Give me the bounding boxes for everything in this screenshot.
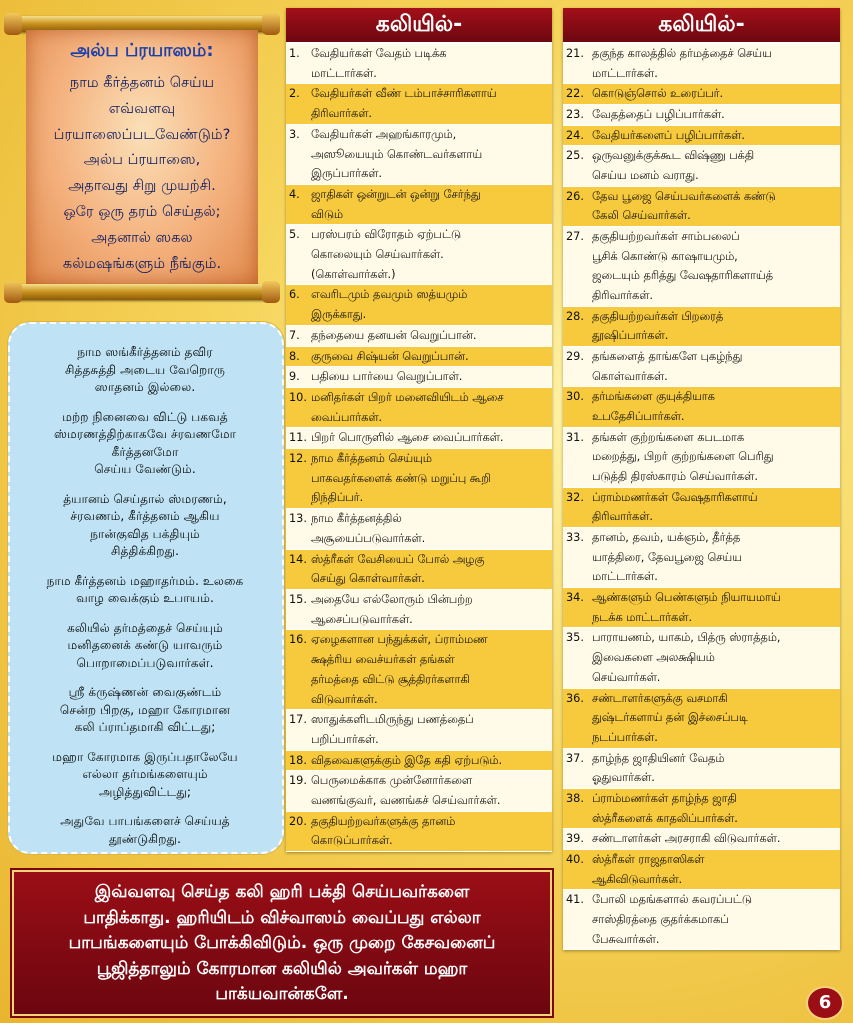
list-item	[286, 225, 552, 285]
item-number: 16.	[289, 633, 307, 647]
list-item	[286, 550, 552, 590]
item-number: 11.	[289, 431, 307, 445]
scroll-paper	[26, 30, 258, 284]
item-line: ஜடையும் தரித்து வேஷதாரிகளாய்த்	[592, 269, 773, 283]
item-number: 31.	[566, 430, 584, 444]
item-text	[311, 367, 552, 387]
list-item	[563, 387, 840, 427]
item-text	[311, 185, 552, 224]
list-item	[286, 44, 552, 84]
info-line: வாழ வைக்கும் உபாயம்.	[76, 591, 214, 605]
item-line: தங்கள் குற்றங்களை கபடமாக	[592, 430, 745, 444]
list-item	[286, 771, 552, 811]
item-line: தகுந்த காலத்தில் தர்மத்தைச் செய்ய	[592, 47, 772, 60]
info-paragraph	[16, 573, 274, 608]
list-item	[286, 367, 552, 388]
item-line: ப்ராம்மணர்கள் தாழ்ந்த ஜாதி	[592, 791, 737, 805]
item-line: ஆண்களும் பெண்களும் நியாயமாய்	[592, 591, 781, 605]
list-item	[563, 588, 840, 628]
list-column-2	[563, 8, 840, 950]
item-text	[311, 125, 552, 184]
list-item	[286, 449, 552, 509]
info-line: நாம கீர்த்தனம் மஹாதர்மம். உலகை	[46, 573, 244, 588]
item-text	[311, 812, 552, 851]
item-line: க்ஷத்ரிய வைச்யர்கள் தங்கள்	[311, 653, 455, 667]
item-number: 8.	[289, 349, 300, 363]
page-number: 6	[806, 986, 844, 1020]
item-line: கொள்வார்கள்.	[592, 369, 668, 383]
column-heading: கலியில்-	[563, 8, 840, 44]
list-item	[563, 307, 840, 347]
item-text	[311, 751, 552, 771]
list-item	[563, 146, 840, 186]
item-number: 1.	[289, 47, 300, 60]
item-line: தூஷிப்பார்கள்.	[592, 329, 669, 343]
item-text	[592, 227, 840, 306]
item-line: அதையே எல்லோரும் பின்பற்ற	[311, 592, 473, 606]
scroll-title: அல்ப ப்ரயாஸம்:	[70, 40, 214, 61]
item-line: நிந்திப்பர்.	[311, 491, 364, 505]
scroll-body	[30, 70, 254, 276]
item-number: 30.	[566, 390, 584, 404]
item-line: பதியை பார்யை வெறுப்பாள்.	[311, 370, 463, 384]
list-item	[286, 590, 552, 630]
list-item	[286, 388, 552, 428]
list-item	[563, 850, 840, 890]
list-item	[563, 890, 840, 950]
info-line: சென்ற பிறகு, மஹா கோரமான	[59, 702, 231, 717]
item-number: 33.	[566, 531, 584, 545]
list-item	[563, 227, 840, 307]
conclusion-banner	[12, 870, 552, 1016]
paragraph-gap	[16, 397, 274, 409]
item-line: தந்தையை தனயன் வெறுப்பான்.	[311, 328, 477, 342]
banner-line: பூஜித்தாலும் கோரமான கலியில் அவர்கள் மஹா	[96, 958, 468, 979]
paragraph-gap	[16, 801, 274, 813]
item-line: நாம கீர்த்தனத்தில்	[311, 512, 402, 526]
item-line: வேதியர்களைப் பழிப்பார்கள்.	[592, 128, 745, 142]
paragraph-gap	[16, 608, 274, 620]
item-number: 15.	[289, 592, 307, 606]
info-line: கீர்த்தனமோ	[111, 444, 179, 459]
item-line: சாஸ்திரத்தை குதர்க்கமாகப்	[592, 912, 729, 926]
scroll-rod-bottom	[6, 284, 278, 300]
item-line: வைப்பார்கள்.	[311, 410, 383, 424]
list-item	[563, 488, 840, 528]
item-line: மாட்டார்கள்.	[592, 66, 658, 80]
item-number: 20.	[289, 814, 307, 828]
item-number: 22.	[566, 87, 584, 101]
item-text	[311, 550, 552, 589]
item-line: ஒருவனுக்குக்கூட விஷ்ணு பக்தி	[592, 149, 755, 163]
item-number: 18.	[289, 753, 307, 767]
item-text	[592, 488, 840, 527]
item-line: கொடுஞ்சொல் உரைப்பர்.	[592, 87, 724, 101]
paragraph-gap	[16, 561, 274, 573]
list-item	[563, 84, 840, 105]
list-item	[563, 829, 840, 850]
list-item	[563, 126, 840, 147]
info-line: ஸாதனம் இல்லை.	[94, 380, 196, 394]
list-item	[286, 347, 552, 368]
info-paragraph	[16, 684, 274, 737]
item-line: கொடுப்பார்கள்.	[311, 834, 393, 848]
info-paragraph	[16, 813, 274, 848]
info-line: மற்ற நினைவை விட்டு பகவத்	[62, 409, 228, 424]
item-line: பாகவதர்களைக் கண்டு மறுப்பு கூறி	[311, 471, 491, 485]
list-item	[286, 285, 552, 325]
item-text	[311, 428, 552, 448]
item-text	[311, 84, 552, 123]
list-item	[563, 187, 840, 227]
list-item	[286, 428, 552, 449]
info-paragraph	[16, 491, 274, 561]
list-item	[563, 105, 840, 126]
item-text	[592, 146, 840, 185]
item-number: 38.	[566, 791, 584, 805]
item-number: 24.	[566, 128, 584, 142]
item-text	[311, 285, 552, 324]
info-line: மனிதனைக் கண்டு யாவரும்	[67, 638, 223, 652]
info-line: ஸ்மரணத்திற்காகவே ச்ரவணமோ	[53, 427, 237, 441]
paragraph-gap	[16, 479, 274, 491]
item-line: நடக்க மாட்டார்கள்.	[592, 610, 693, 624]
item-text	[311, 771, 552, 810]
item-text	[592, 628, 840, 687]
item-line: செய்வார்கள்.	[592, 670, 661, 684]
item-text	[592, 387, 840, 426]
item-text	[311, 44, 552, 83]
list-item	[286, 509, 552, 549]
item-line: ப்ராம்மணர்கள் வேஷதாரிகளாய்	[592, 490, 758, 504]
item-line: இருப்பார்கள்.	[311, 167, 383, 181]
list-item	[563, 789, 840, 829]
banner-line: பாக்யவான்களே.	[215, 984, 349, 1004]
info-line: கலி ப்ராப்தமாகி விட்டது;	[74, 720, 216, 734]
info-paragraph	[16, 749, 274, 802]
item-text	[311, 630, 552, 709]
item-text	[592, 84, 840, 104]
list-item	[286, 812, 552, 852]
info-box-content	[16, 344, 274, 848]
scroll-line: அல்ப ப்ரயாஸை,	[83, 151, 201, 169]
item-line: ஸாதுக்களிடமிருந்து பணத்தைப்	[311, 713, 474, 727]
item-line: நாம கீர்த்தனம் செய்யும்	[311, 452, 432, 466]
item-number: 5.	[289, 228, 300, 242]
item-line: ஓதுவார்கள்.	[592, 771, 655, 785]
item-number: 39.	[566, 832, 584, 846]
item-number: 27.	[566, 230, 584, 244]
item-line: தங்களைத் தாங்களே புகழ்ந்து	[592, 350, 743, 364]
item-number: 10.	[289, 390, 307, 404]
item-line: இருக்காது.	[311, 308, 367, 322]
paragraph-gap	[16, 672, 274, 684]
info-line: கலியில் தர்மத்தைச் செய்யும்	[67, 620, 223, 635]
item-number: 28.	[566, 309, 584, 323]
item-number: 23.	[566, 108, 584, 122]
item-line: தகுதியற்றவர்களுக்கு தானம்	[311, 814, 456, 828]
item-text	[311, 509, 552, 548]
item-number: 14.	[289, 552, 307, 566]
item-line: விடும்	[311, 207, 344, 221]
item-line: தானம், தவம், யக்ஞம், தீர்த்த	[592, 531, 741, 545]
item-line: மாட்டார்கள்.	[311, 66, 377, 80]
item-line: பிறர் பொருளில் ஆசை வைப்பார்கள்.	[311, 431, 504, 445]
item-line: வேதத்தைப் பழிப்பார்கள்.	[592, 108, 725, 122]
item-line: பேசுவார்கள்.	[592, 932, 660, 946]
item-line: இவைகளை அலக்ஷியம்	[592, 651, 715, 665]
banner-line: பாபங்களையும் போக்கிவிடும். ஒரு முறை கேசவனைப்	[68, 933, 496, 953]
item-text	[311, 388, 552, 427]
item-line: ஏழைகளான பந்துக்கள், ப்ராம்மண	[311, 633, 488, 647]
item-text	[592, 105, 840, 125]
item-line: ஆசைப்படுவார்கள்.	[311, 612, 413, 626]
item-number: 26.	[566, 189, 584, 203]
info-paragraph	[16, 620, 274, 673]
info-line: தூண்டுகிறது.	[109, 831, 181, 846]
banner-line: இவ்வளவு செய்த கலி ஹரி பக்தி செய்பவர்களை	[94, 882, 470, 902]
item-number: 25.	[566, 149, 584, 163]
item-line: எவரிடமும் தவமும் ஸத்யமும்	[311, 288, 468, 302]
scroll-line: எவ்வளவு	[108, 99, 176, 117]
item-line: வேதியர்கள் வேதம் படிக்க	[311, 47, 447, 60]
info-line: பொறாமைப்படுவார்கள்.	[76, 655, 214, 670]
item-line: ஜாதிகள் ஒன்றுடன் ஒன்று சேர்ந்து	[311, 187, 481, 201]
item-number: 35.	[566, 631, 584, 645]
info-line: மஹா கோரமாக இருப்பதாலேயே	[52, 749, 238, 764]
scroll-line: நாம கீர்த்தனம் செய்ய	[69, 74, 215, 91]
item-line: சண்டாளர்களுக்கு வசமாகி	[592, 691, 728, 705]
item-text	[592, 187, 840, 226]
item-line: தகுதியற்றவர்கள் சாம்பலைப்	[592, 230, 740, 244]
item-number: 17.	[289, 713, 307, 727]
item-line: விதவைகளுக்கும் இதே கதி ஏற்படும்.	[311, 753, 503, 767]
item-text	[592, 829, 840, 849]
item-text	[592, 44, 840, 83]
item-line: தகுதியற்றவர்கள் பிறரைத்	[592, 309, 724, 323]
info-line: ஸ்ரீ க்ருஷ்ணன் வைகுண்டம்	[68, 685, 222, 699]
item-number: 29.	[566, 350, 584, 364]
scroll-line: அதனால் ஸகல	[91, 228, 193, 246]
scroll-line: ப்ரயாஸைப்படவேண்டும்?	[53, 125, 231, 143]
list-item	[563, 689, 840, 749]
paragraph-gap	[16, 737, 274, 749]
banner-line: பாதிக்காது. ஹரியிடம் விச்வாஸம் வைப்பது எல்லா	[83, 907, 481, 928]
list-item	[563, 347, 840, 387]
item-number: 13.	[289, 512, 307, 526]
item-number: 37.	[566, 751, 584, 765]
item-text	[592, 789, 840, 828]
list-item	[286, 326, 552, 347]
item-number: 9.	[289, 370, 300, 384]
item-line: அஸூயையும் கொண்டவர்களாய்	[311, 147, 483, 161]
item-line: செய்து கொள்வார்கள்.	[311, 572, 425, 586]
item-line: கேலி செய்வார்கள்.	[592, 209, 691, 223]
item-line: அசூயைப்படுவார்கள்.	[311, 531, 426, 545]
item-number: 34.	[566, 591, 584, 605]
item-line: (கொள்வார்கள்.)	[311, 267, 396, 281]
item-number: 36.	[566, 691, 584, 705]
info-paragraph	[16, 344, 274, 397]
scroll-line: அதாவது சிறு முயற்சி.	[68, 177, 216, 195]
item-line: பூசிக் கொண்டு காஷாயமும்,	[592, 249, 738, 263]
list-rows	[286, 44, 552, 852]
list-item	[563, 749, 840, 789]
item-number: 32.	[566, 490, 584, 504]
list-item	[563, 44, 840, 84]
info-line: செய்ய வேண்டும்.	[94, 462, 196, 476]
item-line: ஆகிவிடுவார்கள்.	[592, 872, 683, 886]
item-line: திரிவார்கள்.	[311, 107, 373, 121]
item-text	[592, 850, 840, 889]
info-line: அதுவே பாபங்களைச் செய்யத்	[60, 814, 230, 828]
list-item	[563, 628, 840, 688]
item-text	[311, 590, 552, 629]
item-line: பறிப்பார்கள்.	[311, 732, 379, 746]
list-item	[563, 528, 840, 588]
info-box	[8, 322, 284, 854]
item-line: ஸ்த்ரீகளைக் காதலிப்பார்கள்.	[592, 811, 738, 825]
item-line: பாராயணம், யாகம், பித்ரு ஸ்ராத்தம்,	[592, 631, 781, 645]
item-line: குருவை சிஷ்யன் வெறுப்பான்.	[311, 349, 469, 363]
list-item	[286, 630, 552, 710]
item-line: விடுவார்கள்.	[311, 692, 378, 706]
item-text	[592, 307, 840, 346]
item-text	[592, 347, 840, 386]
item-line: மறைத்து, பிறர் குற்றங்களை பெரிது	[592, 450, 774, 464]
list-column-1	[286, 8, 552, 852]
item-line: தர்மங்களை குயுக்தியாக	[592, 390, 715, 404]
info-line: ச்ரவணம், கீர்த்தனம் ஆகிய	[70, 509, 220, 523]
list-item	[286, 185, 552, 225]
item-text	[592, 749, 840, 788]
banner-text	[14, 880, 550, 1008]
item-line: மனிதர்கள் பிறர் மனைவியிடம் ஆசை	[311, 390, 504, 404]
item-line: கொலையும் செய்வார்கள்.	[311, 248, 444, 262]
item-line: ஸ்த்ரீகள் வேசியைப் போல் அழகு	[311, 552, 485, 566]
info-line: த்யானம் செய்தால் ஸ்மரணம்,	[63, 491, 227, 506]
item-line: வேதியர்கள் அஹங்காரமும்,	[311, 127, 457, 141]
list-item	[563, 428, 840, 488]
item-number: 12.	[289, 452, 307, 466]
item-line: துஷ்டர்களாய் தன் இச்சைப்படி	[592, 711, 748, 725]
item-line: வணங்குவர், வணங்கச் செய்வார்கள்.	[311, 794, 501, 808]
item-line: திரிவார்கள்.	[592, 289, 654, 303]
item-text	[592, 689, 840, 748]
item-number: 40.	[566, 852, 584, 866]
list-item	[286, 125, 552, 185]
info-paragraph	[16, 409, 274, 479]
item-number: 19.	[289, 774, 307, 788]
scroll-line: ஒரே ஒரு தரம் செய்தல்;	[63, 202, 221, 220]
item-text	[592, 890, 840, 949]
item-text	[311, 326, 552, 346]
item-text	[311, 449, 552, 508]
item-line: போலி மதங்களால் கவரப்பட்டு	[592, 893, 752, 907]
item-line: பரஸ்பரம் விரோதம் ஏற்பட்டு	[311, 228, 461, 242]
item-text	[592, 528, 840, 587]
item-line: நடப்பார்கள்.	[592, 730, 658, 744]
item-number: 3.	[289, 127, 300, 141]
item-line: உபதேசிப்பார்கள்.	[592, 410, 685, 424]
item-number: 21.	[566, 47, 584, 60]
info-line: எல்லா தர்மங்களையும்	[82, 767, 208, 781]
item-line: தாழ்ந்த ஜாதியினர் வேதம்	[592, 751, 725, 765]
item-line: தேவ பூஜை செய்பவர்களைக் கண்டு	[592, 189, 776, 203]
item-line: தர்மத்தை விட்டு சூத்திரர்களாகி	[311, 672, 470, 686]
scroll-line: கல்மஷங்களும் நீங்கும்.	[62, 254, 222, 272]
list-item	[286, 751, 552, 772]
list-rows	[563, 44, 840, 950]
item-text	[592, 126, 840, 146]
list-item	[286, 84, 552, 124]
info-line: சித்தசுத்தி அடைய வேறொரு	[64, 362, 226, 377]
item-line: மாட்டார்கள்.	[592, 570, 658, 584]
item-text	[592, 428, 840, 487]
item-text	[311, 710, 552, 749]
column-heading: கலியில்-	[286, 8, 552, 44]
list-item	[286, 710, 552, 750]
item-line: திரிவார்கள்.	[592, 510, 654, 524]
item-line: படுத்தி திரஸ்காரம் செய்வார்கள்.	[592, 470, 758, 484]
item-text	[311, 225, 552, 284]
item-line: வேதியர்கள் வீண் டம்பாச்சாரிகளாய்	[311, 87, 497, 101]
item-text	[311, 347, 552, 367]
item-text	[592, 588, 840, 627]
item-number: 2.	[289, 87, 300, 101]
item-line: சண்டாளர்கள் அரசராகி விடுவார்கள்.	[592, 832, 781, 846]
info-line: நான்குவித பக்தியும்	[90, 526, 200, 541]
item-number: 6.	[289, 288, 300, 302]
info-line: நாம ஸங்கீர்த்தனம் தவிர	[77, 345, 213, 359]
item-number: 7.	[289, 328, 300, 342]
item-line: யாத்திரை, தேவபூஜை செய்ய	[592, 550, 742, 564]
info-line: சித்திக்கிறது.	[111, 544, 179, 558]
item-line: ஸ்த்ரீகள் ராஜதாஸிகள்	[592, 852, 705, 866]
item-number: 4.	[289, 187, 300, 201]
item-line: செய்ய மனம் வராது.	[592, 169, 699, 183]
info-line: அழித்துவிட்டது;	[99, 784, 191, 799]
scroll-panel	[6, 8, 278, 308]
item-line: பெருமைக்காக முன்னோர்களை	[311, 774, 473, 788]
item-number: 41.	[566, 893, 584, 907]
